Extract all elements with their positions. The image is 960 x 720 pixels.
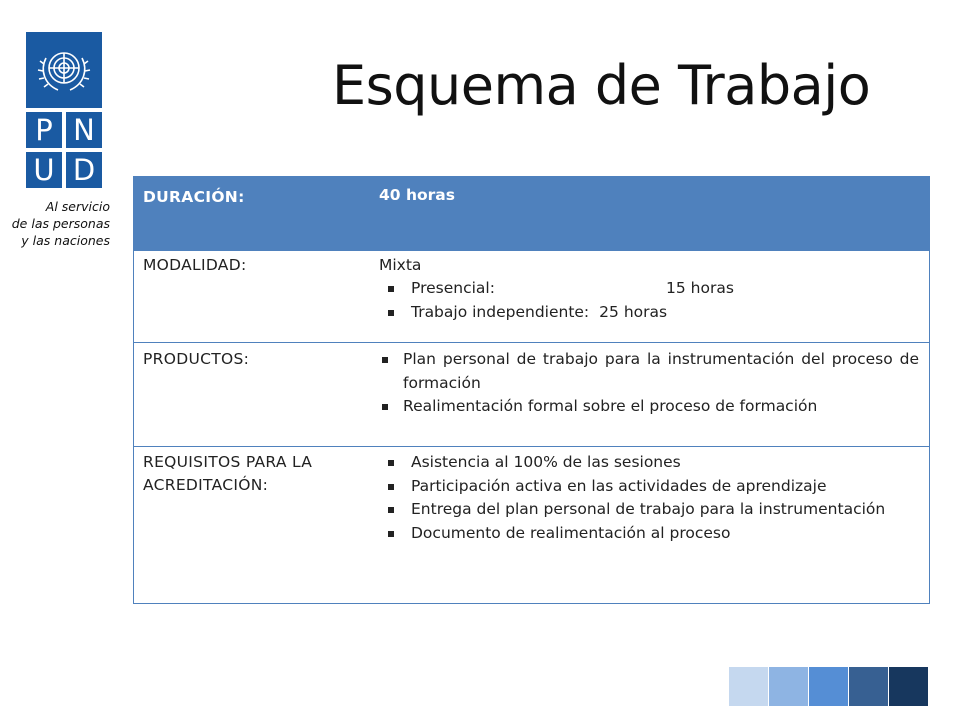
products-label: PRODUCTOS: [134, 343, 380, 447]
color-swatch [769, 667, 808, 706]
list-item: Documento de realimentación al proceso [379, 522, 919, 546]
list-item [379, 301, 919, 325]
color-swatch [849, 667, 888, 706]
color-swatch-strip [729, 667, 929, 706]
list-item: Participación activa en las actividades de aprendizaje [379, 475, 919, 499]
page-title: Esquema de Trabajo [332, 54, 871, 117]
requirements-cell [379, 447, 930, 604]
color-swatch [809, 667, 848, 706]
modality-item-value: 15 horas [666, 279, 734, 297]
duration-value: 40 horas [379, 176, 930, 251]
tagline-line: y las naciones [21, 233, 110, 248]
table-row [134, 251, 930, 343]
table-row [134, 447, 930, 604]
list-item: Asistencia al 100% de las sesiones [379, 451, 919, 475]
schedule-table [133, 176, 930, 604]
logo-letter: N [66, 112, 102, 148]
list-item: Plan personal de trabajo para la instrumentación del proceso de formación [379, 348, 919, 395]
tagline-line: Al servicio [45, 199, 110, 214]
logo-letter: D [66, 152, 102, 188]
list-item: Realimentación formal sobre el proceso de formación [379, 395, 919, 419]
table-header-row [134, 176, 930, 251]
logo-letter: U [26, 152, 62, 188]
modality-item-value: 25 horas [599, 302, 668, 321]
modality-item-label: Trabajo independiente: [411, 302, 590, 321]
modality-label: MODALIDAD: [134, 251, 380, 343]
modality-value: Mixta [379, 256, 422, 274]
list-item [379, 277, 919, 301]
list-item: Entrega del plan personal de trabajo para la instrumentación [379, 498, 919, 522]
modality-item-label: Presencial: [411, 279, 495, 297]
tagline-line: de las personas [11, 216, 110, 231]
logo-letter: P [26, 112, 62, 148]
color-swatch [889, 667, 928, 706]
products-cell [379, 343, 930, 447]
modality-cell [379, 251, 930, 343]
requirements-label: REQUISITOS PARA LA ACREDITACIÓN: [134, 447, 380, 604]
duration-label: DURACIÓN: [134, 176, 380, 251]
un-emblem-icon [26, 32, 102, 108]
color-swatch [729, 667, 768, 706]
pnud-logo [26, 32, 102, 188]
table-row [134, 343, 930, 447]
logo-tagline [10, 198, 110, 249]
